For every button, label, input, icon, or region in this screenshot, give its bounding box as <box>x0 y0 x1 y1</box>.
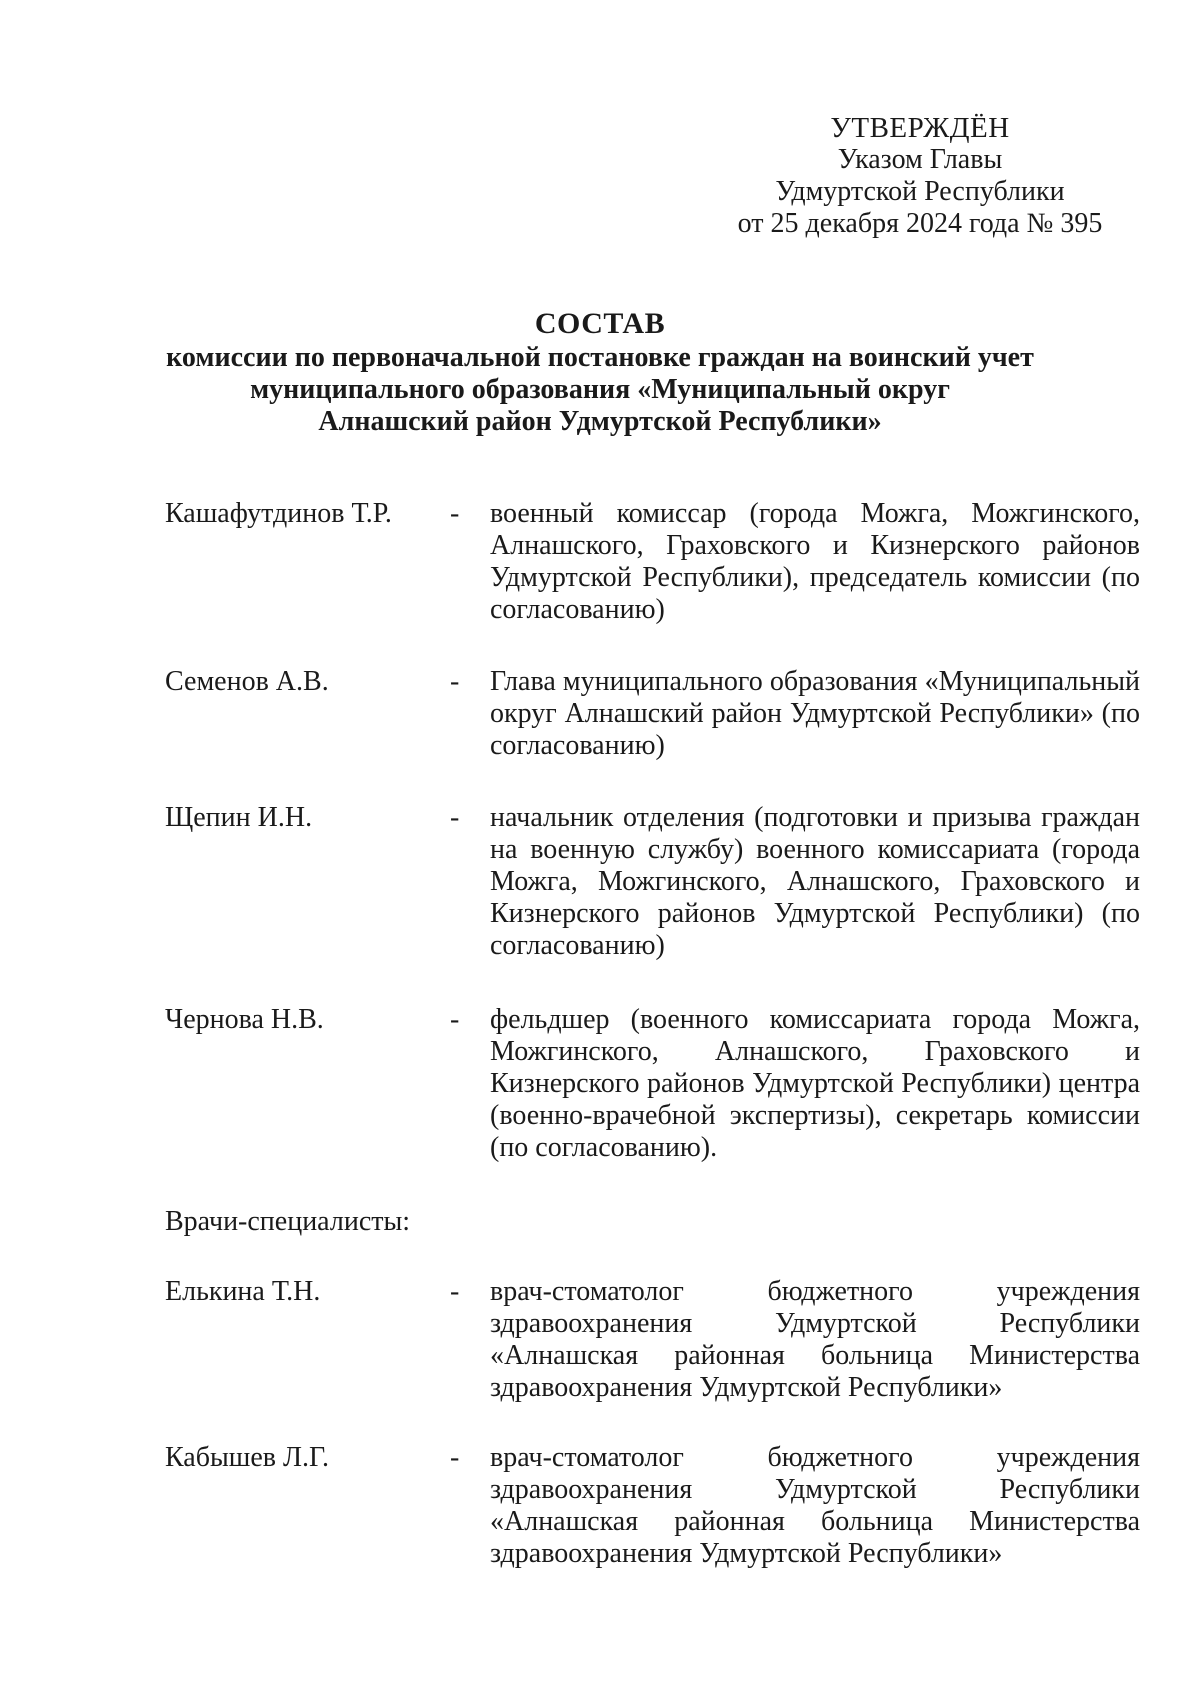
specialist-dash: - <box>450 1442 460 1473</box>
title-line-district: Алнашский район Удмуртской Республики» <box>318 406 882 437</box>
approval-line-republic: Удмуртской Республики <box>775 176 1065 207</box>
specialist-description: врач-стоматолог бюджетного учреждения здравоохранения Удмуртской Республики «Алнашская районная больница Министерства здравоохранения Удмуртской Республики» <box>490 1442 1140 1569</box>
member-name: Кашафутдинов Т.Р. <box>165 498 392 529</box>
specialist-dash: - <box>450 1276 460 1307</box>
section-label-specialists: Врачи-специалисты: <box>165 1206 411 1237</box>
member-dash: - <box>450 498 460 529</box>
member-row <box>165 666 1140 762</box>
approval-line-date: от 25 декабря 2024 года № 395 <box>737 208 1103 239</box>
member-name: Семенов А.В. <box>165 666 329 697</box>
document-title-block <box>150 306 1050 438</box>
approval-block <box>690 112 1150 240</box>
member-description: начальник отделения (подготовки и призыва граждан на военную службу) военного комиссариата (города Можга, Можгинского, Алнашского, Граховского и Кизнерского районов Удмуртской Республики) (по согласованию) <box>490 802 1140 961</box>
member-dash: - <box>450 802 460 833</box>
member-description: военный комиссар (города Можга, Можгинского, Алнашского, Граховского и Кизнерского районов Удмуртской Республики), председатель комиссии (по согласованию) <box>490 498 1140 625</box>
member-row <box>165 498 1140 626</box>
member-row <box>165 1004 1140 1164</box>
member-description: Глава муниципального образования «Муниципальный округ Алнашский район Удмуртской Республики» (по согласованию) <box>490 666 1140 761</box>
specialist-name: Елькина Т.Н. <box>165 1276 321 1307</box>
member-dash: - <box>450 666 460 697</box>
member-dash: - <box>450 1004 460 1035</box>
title-line-commission: комиссии по первоначальной постановке граждан на воинский учет <box>166 342 1034 373</box>
approval-line-decree: Указом Главы <box>837 144 1003 175</box>
member-name: Щепин И.Н. <box>165 802 313 833</box>
title-line-municipality: муниципального образования «Муниципальный округ <box>250 374 950 405</box>
approval-heading: УТВЕРЖДЁН <box>830 112 1010 144</box>
member-name: Чернова Н.В. <box>165 1004 324 1035</box>
document-title: СОСТАВ <box>534 307 666 340</box>
member-row <box>165 802 1140 962</box>
member-description: фельдшер (военного комиссариата города Можга, Можгинского, Алнашского, Граховского и Кизнерского районов Удмуртской Республики) центра (военно-врачебной экспертизы), секретарь комиссии (по согласованию). <box>490 1004 1140 1163</box>
specialist-description: врач-стоматолог бюджетного учреждения здравоохранения Удмуртской Республики «Алнашская районная больница Министерства здравоохранения Удмуртской Республики» <box>490 1276 1140 1403</box>
specialist-row <box>165 1276 1140 1404</box>
specialist-row <box>165 1442 1140 1570</box>
commission-members-list <box>165 498 1140 1570</box>
specialist-name: Кабышев Л.Г. <box>165 1442 330 1473</box>
